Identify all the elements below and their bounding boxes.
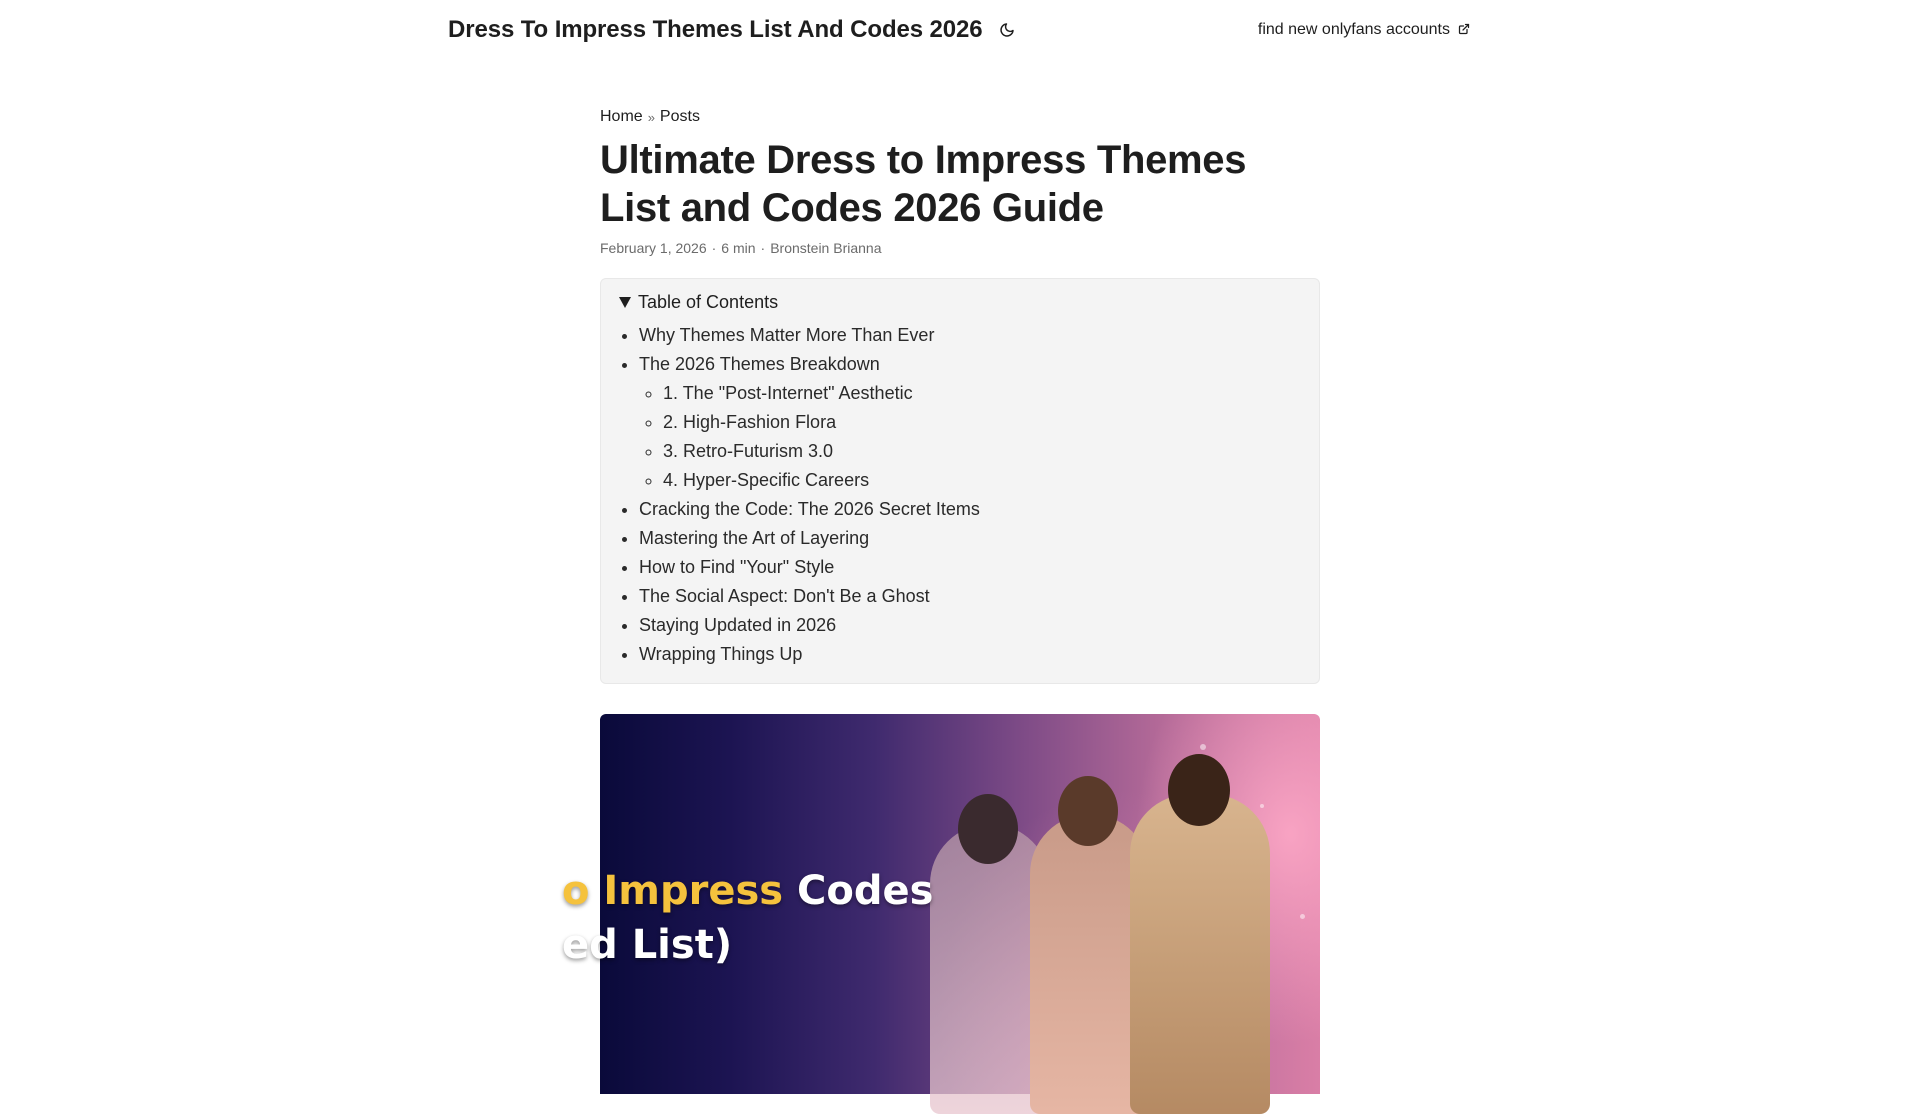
toc-summary-label: Table of Contents bbox=[638, 291, 779, 312]
toc-subitem bbox=[663, 408, 1301, 437]
external-nav-link-label: find new onlyfans accounts bbox=[1257, 21, 1450, 38]
post-author: Bronstein Brianna bbox=[770, 240, 882, 256]
toc-item bbox=[639, 321, 1301, 350]
breadcrumb-posts[interactable]: Posts bbox=[659, 108, 700, 125]
post-date: February 1, 2026 bbox=[600, 240, 707, 256]
toc-subitem bbox=[663, 466, 1301, 495]
toc-sublink[interactable]: 4. Hyper-Specific Careers bbox=[663, 470, 870, 490]
site-title-link[interactable]: Dress To Impress Themes List And Codes 2026 bbox=[448, 16, 983, 43]
breadcrumb-home[interactable]: Home bbox=[600, 108, 643, 125]
breadcrumb bbox=[600, 108, 1320, 126]
triangle-down-icon bbox=[619, 297, 631, 308]
avatar-head bbox=[1168, 754, 1230, 826]
toc-item bbox=[639, 611, 1301, 640]
toc-item bbox=[639, 524, 1301, 553]
toc-link[interactable]: The 2026 Themes Breakdown bbox=[639, 354, 880, 374]
toc-sublist bbox=[639, 379, 1301, 495]
sparkle-decoration bbox=[1300, 914, 1305, 919]
toc-subitem bbox=[663, 437, 1301, 466]
post-meta bbox=[600, 240, 1320, 256]
toc-link[interactable]: Wrapping Things Up bbox=[639, 644, 803, 664]
meta-separator: · bbox=[760, 240, 766, 256]
cover-line-1 bbox=[562, 864, 933, 918]
avatar-figure bbox=[1130, 794, 1270, 1114]
cover-title bbox=[562, 864, 934, 972]
cover-text-gold: o Impress bbox=[562, 868, 784, 914]
external-link-icon bbox=[1458, 23, 1472, 37]
toc-link[interactable]: The Social Aspect: Don't Be a Ghost bbox=[639, 586, 930, 606]
cover-line-2: ed List) bbox=[562, 922, 733, 968]
table-of-contents bbox=[600, 278, 1320, 684]
external-nav-link[interactable] bbox=[1258, 21, 1472, 39]
toc-sublink[interactable]: 2. High-Fashion Flora bbox=[663, 412, 837, 432]
site-header bbox=[448, 0, 1472, 60]
toc-item bbox=[639, 640, 1301, 669]
reading-time: 6 min bbox=[721, 240, 756, 256]
toc-item bbox=[639, 495, 1301, 524]
toc-item bbox=[639, 553, 1301, 582]
toc-item bbox=[639, 350, 1301, 495]
toc-link[interactable]: Staying Updated in 2026 bbox=[639, 615, 837, 635]
logo-wrap bbox=[448, 16, 1017, 44]
sparkle-decoration bbox=[1200, 744, 1206, 750]
avatar-head bbox=[1058, 776, 1118, 846]
toc-subitem bbox=[663, 379, 1301, 408]
toc-sublink[interactable]: 3. Retro-Futurism 3.0 bbox=[663, 441, 834, 461]
toc-list bbox=[619, 321, 1301, 669]
cover-image bbox=[562, 714, 1320, 1094]
sparkle-decoration bbox=[1260, 804, 1264, 808]
cover-text-white: Codes bbox=[783, 868, 934, 914]
toc-link[interactable]: Cracking the Code: The 2026 Secret Items bbox=[639, 499, 980, 519]
toc-link[interactable]: Mastering the Art of Layering bbox=[639, 528, 870, 548]
toc-sublink[interactable]: 1. The "Post-Internet" Aesthetic bbox=[663, 383, 913, 403]
toc-link[interactable]: Why Themes Matter More Than Ever bbox=[639, 325, 935, 345]
toc-toggle[interactable] bbox=[619, 289, 1301, 315]
post-main bbox=[562, 108, 1320, 1094]
meta-separator: · bbox=[711, 240, 717, 256]
page-title: Ultimate Dress to Impress Themes List and Codes 2026 Guide bbox=[600, 138, 1247, 230]
breadcrumb-separator: » bbox=[647, 109, 655, 125]
toc-link[interactable]: How to Find "Your" Style bbox=[639, 557, 835, 577]
toc-item bbox=[639, 582, 1301, 611]
avatar-head bbox=[958, 794, 1018, 864]
moon-icon[interactable] bbox=[997, 20, 1017, 40]
